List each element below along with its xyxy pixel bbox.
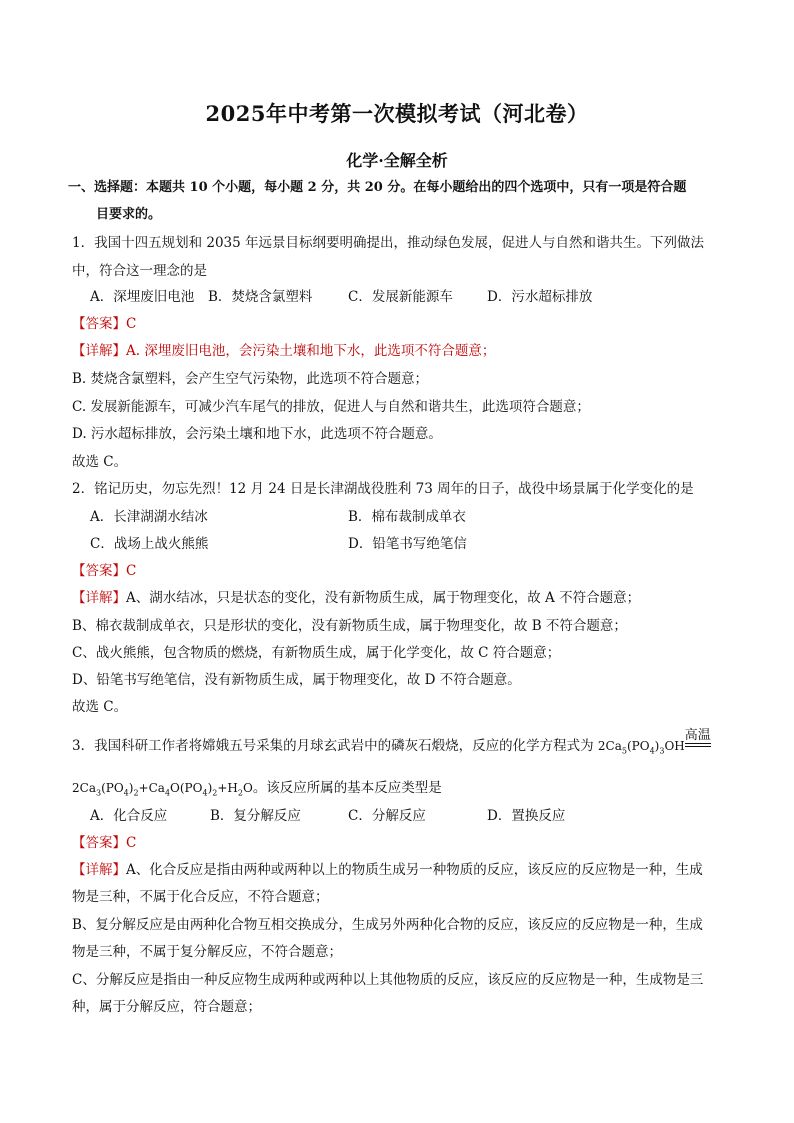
q2-option-d: D．铅笔书写绝笔信 (348, 536, 467, 552)
section-instructions (68, 174, 728, 228)
q1-answer (72, 314, 732, 334)
q1-detail-2: B. 焚烧含氯塑料，会产生空气污染物，此选项不符合题意； (72, 371, 429, 387)
detail-text: A、湖水结冰，只是状态的变化，没有新物质生成，属于物理变化，故 A 不符合题意； (126, 590, 641, 606)
page-subtitle: 化学·全解全析 (346, 151, 448, 170)
answer-tag: 【答案】 (72, 316, 126, 332)
q3-option-c: C．分解反应 (348, 808, 426, 824)
q2-option-b: B．棉布裁制成单衣 (348, 509, 466, 525)
q3-option-a: A．化合反应 (90, 808, 168, 824)
q3-detail-2b: 物是三种，不属于复分解反应，不符合题意； (72, 944, 342, 960)
detail-tag: 【详解】 (72, 590, 126, 606)
q3-reaction-condition (685, 726, 711, 746)
q3-detail-1b: 物是三种，不属于化合反应，不符合题意； (72, 889, 329, 905)
q3-answer (72, 833, 732, 853)
q2-detail-4: D、铅笔书写绝笔信，没有新物质生成，属于物理变化，故 D 不符合题意。 (72, 672, 521, 688)
q3-detail-2a: B、复分解反应是由两种化合物互相交换成分，生成另外两种化合物的反应，该反应的反应物是一种，生成 (72, 917, 703, 933)
q3-stem-text: 3．我国科研工作者将嫦娥五号采集的月球玄武岩中的磷灰石煅烧，反应的化学方程式为 (72, 738, 594, 754)
detail-tag: 【详解】 (72, 862, 126, 878)
q3-option-b: B．复分解反应 (210, 808, 301, 824)
q1-detail-4: D. 污水超标排放，会污染土壤和地下水，此选项不符合题意。 (72, 426, 442, 442)
q3-equation-products: $2Ca_3(PO_4)_2+Ca_4O(PO_4)_2+H_2O$ (72, 781, 253, 798)
q2-option-c: C．战场上战火熊熊 (90, 536, 209, 552)
q3-detail-3b: 种，属于分解反应，符合题意； (72, 999, 261, 1015)
answer-value: C (126, 563, 137, 579)
q3-stem-tail: 。该反应所属的基本反应类型是 (252, 780, 442, 796)
q3-stem-line-2 (72, 778, 732, 803)
q1-conclusion: 故选 C。 (72, 454, 128, 470)
q2-detail-3: C、战火熊熊，包含物质的燃烧，有新物质生成，属于化学变化，故 C 符合题意； (72, 645, 561, 661)
detail-text: A. 深埋废旧电池，会污染土壤和地下水，此选项不符合题意； (126, 343, 496, 359)
q3-stem-line-1 (72, 728, 732, 761)
answer-value: C (126, 316, 137, 332)
q1-stem-line-1: 1．我国十四五规划和 2035 年远景目标纲要明确提出，推动绿色发展，促进人与自然和谐共生。下列做法 (72, 235, 705, 251)
q3-option-d: D．置换反应 (487, 808, 566, 824)
answer-tag: 【答案】 (72, 563, 126, 579)
q1-option-b: B．焚烧含氯塑料 (208, 289, 313, 305)
q1-option-c: C．发展新能源车 (348, 289, 453, 305)
section-line-2: 目要求的。 (96, 207, 162, 222)
q2-detail-1 (72, 588, 732, 608)
answer-value: C (126, 835, 137, 851)
q1-stem-line-2: 中，符合这一理念的是 (72, 263, 207, 279)
q3-detail-1a (72, 860, 732, 880)
answer-tag: 【答案】 (72, 835, 126, 851)
q2-stem: 2．铭记历史，勿忘先烈！12 月 24 日是长津湖战役胜利 73 周年的日子，战役中场景属于化学变化的是 (72, 481, 694, 497)
detail-tag: 【详解】 (72, 343, 126, 359)
q1-detail-3: C. 发展新能源车，可减少汽车尾气的排放，促进人与自然和谐共生，此选项符合题意； (72, 399, 590, 415)
q2-option-a: A．长津湖湖水结冰 (90, 509, 208, 525)
section-line-1: 一、选择题：本题共 10 个小题，每小题 2 分，共 20 分。在每小题给出的四个选项中，只有一项是符合题 (68, 180, 687, 195)
condition-label: 高温 (684, 728, 711, 743)
page-title: 2025年中考第一次模拟考试（河北卷） (205, 101, 589, 126)
q1-option-d: D．污水超标排放 (487, 289, 593, 305)
q1-detail-1 (72, 341, 732, 361)
detail-text: A、化合反应是指由两种或两种以上的物质生成另一种物质的反应，该反应的反应物是一种，生成 (126, 862, 703, 878)
q2-conclusion: 故选 C。 (72, 699, 128, 715)
q2-detail-2: B、棉衣裁制成单衣，只是形状的变化，没有新物质生成，属于物理变化，故 B 不符合题意； (72, 618, 627, 634)
q2-answer (72, 561, 732, 581)
q3-detail-3a: C、分解反应是指由一种反应物生成两种或两种以上其他物质的反应，该反应的反应物是一种，生成物是三 (72, 972, 704, 988)
q1-option-a: A．深埋废旧电池 (90, 289, 195, 305)
q3-equation-reactant: $2Ca_5(PO_4)_3OH$ (597, 739, 685, 756)
